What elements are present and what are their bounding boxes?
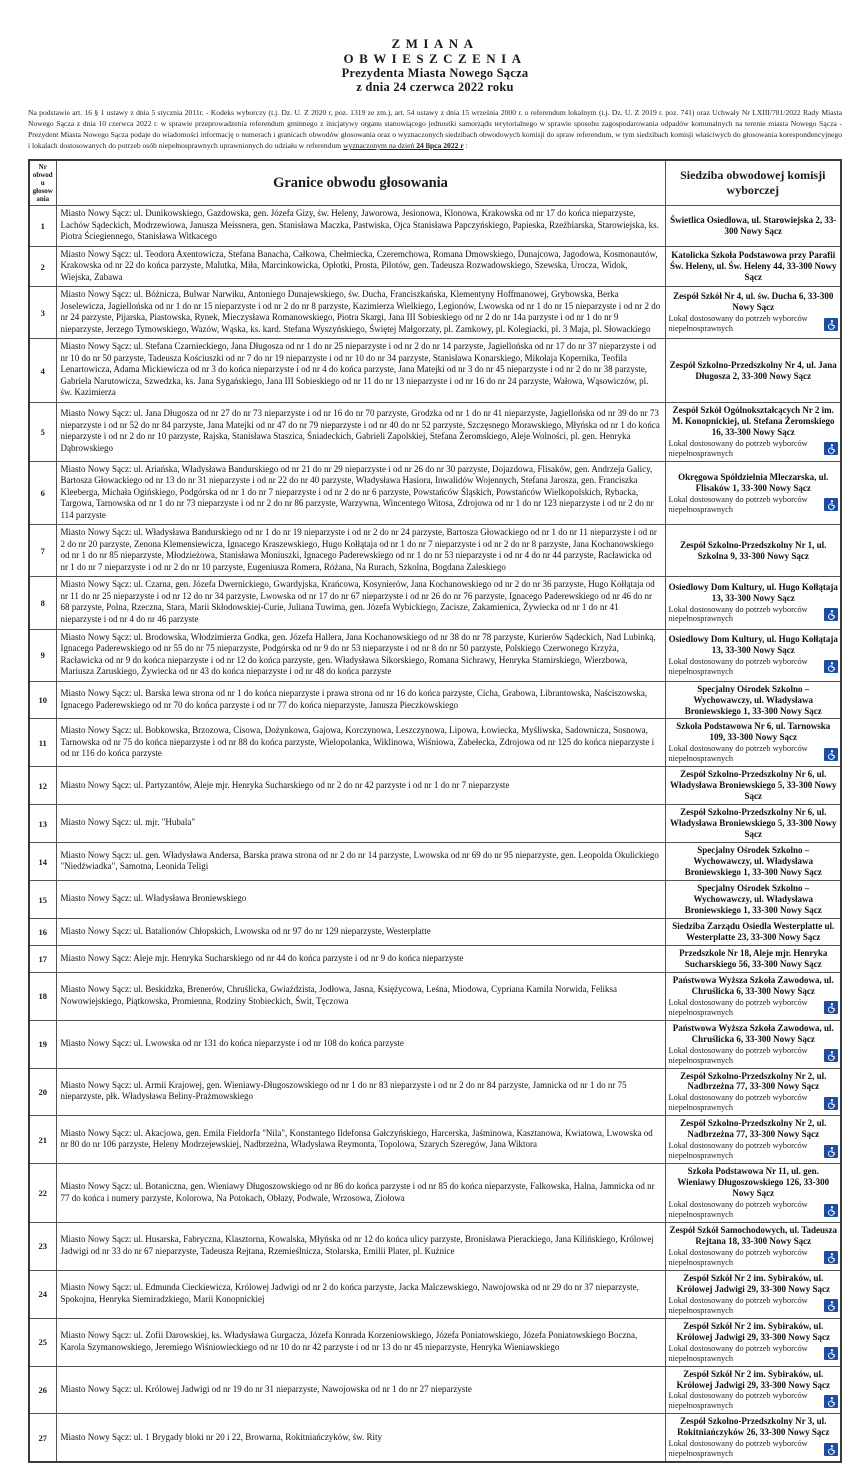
table-row bbox=[29, 206, 841, 247]
commission-seat-name: Katolicka Szkoła Podstawowa przy Parafii Św. Heleny, ul. Św. Heleny 44, 33-300 Nowy Sącz bbox=[669, 250, 837, 283]
accessible-note: Lokal dostosowany do potrzeb wyborców niepełnosprawnych bbox=[668, 656, 808, 676]
wheelchair-icon bbox=[824, 1395, 838, 1408]
district-number: 10 bbox=[38, 695, 47, 706]
commission-seat-cell bbox=[665, 1116, 841, 1164]
district-boundaries: Miasto Nowy Sącz: ul. Królowej Jadwigi od nr 19 do nr 31 nieparzyste, Nawojowska od nr 1 do nr 27 nieparzyste bbox=[60, 1383, 472, 1394]
accessible-row bbox=[669, 744, 839, 764]
district-boundaries: Miasto Nowy Sącz: ul. 1 Brygady bloki nr 20 i 22, Browarna, Rokitniańczyków, św. Rity bbox=[60, 1431, 383, 1442]
accessible-row bbox=[669, 1248, 839, 1268]
title-line-issuer: Prezydenta Miasta Nowego Sącza bbox=[341, 65, 529, 80]
accessible-note: Lokal dostosowany do potrzeb wyborców niepełnosprawnych bbox=[668, 997, 808, 1017]
district-number: 12 bbox=[38, 780, 47, 791]
district-boundaries-cell bbox=[56, 339, 665, 403]
district-number: 2 bbox=[40, 261, 45, 272]
title-line-zmiana: ZMIANA bbox=[391, 36, 479, 51]
district-boundaries: Miasto Nowy Sącz: ul. Akacjowa, gen. Emila Fieldorfa "Nila", Konstantego Ildefonsa Gałczyńskiego, Harcerska, Jaśminowa, Kasztanowa, Kwiatowa, Lwowska od nr 80 do nr 106 parzyste, Heleny Modrzejewskiej, Nadbrzeżna, Władysława Reymonta, Topolowa, Szarych Szeregów, Jana Wiktora bbox=[60, 1127, 653, 1150]
accessible-note: Lokal dostosowany do potrzeb wyborców niepełnosprawnych bbox=[668, 1200, 808, 1220]
district-number-cell bbox=[29, 1270, 56, 1318]
accessible-note: Lokal dostosowany do potrzeb wyborców niepełnosprawnych bbox=[668, 438, 808, 458]
accessible-note: Lokal dostosowany do potrzeb wyborców niepełnosprawnych bbox=[668, 1093, 808, 1113]
commission-seat-cell bbox=[665, 1414, 841, 1462]
district-number-cell bbox=[29, 339, 56, 403]
accessible-row bbox=[669, 314, 839, 334]
wheelchair-icon bbox=[824, 1204, 838, 1217]
district-boundaries-cell bbox=[56, 403, 665, 462]
column-header-district-number: Nr obwodu głosowania bbox=[29, 160, 56, 206]
commission-seat-cell bbox=[665, 339, 841, 403]
commission-seat-cell bbox=[665, 403, 841, 462]
district-boundaries-cell bbox=[56, 918, 665, 945]
district-boundaries-cell bbox=[56, 719, 665, 767]
district-number: 8 bbox=[40, 597, 45, 608]
table-row bbox=[29, 945, 841, 972]
district-boundaries-cell bbox=[56, 1164, 665, 1223]
commission-seat-cell bbox=[665, 1318, 841, 1366]
table-row bbox=[29, 461, 841, 525]
district-number: 19 bbox=[38, 1039, 47, 1050]
district-number: 14 bbox=[38, 856, 47, 867]
commission-seat-cell bbox=[665, 246, 841, 287]
district-boundaries: Miasto Nowy Sącz: ul. Stefana Czarnieckiego, Jana Długosza od nr 1 do nr 25 nieparzyste i od nr 2 do nr 14 parzyste, Jagiellońska od nr 17 do nr 37 nieparzyste i od nr 10 do nr 50 parzyste, Tadeusza Kościuszki od nr 7 do nr 19 nieparzyste i od nr 10 do nr 34 parzyste, Stanisława Konarskiego, Mikołaja Kopernika, Teofila Lenartowicza, Adama Mickiewicza od nr 3 do końca nieparzyste i od nr 4 do końca parzyste, Jana Matejki od nr 3 do nr 45 nieparzyste i od nr 2 do nr 38 parzyste, Gabriela Narutowicza, Szwedzka, ks. Jana Sygańskiego, Jana III Sobieskiego od nr 11 do nr 13 nieparzyste i od nr 16 do nr 24 parzyste, Wałowa, Wąsowiczów, pl. św. Kazimierza bbox=[60, 341, 657, 398]
commission-seat-name: Osiedlowy Dom Kultury, ul. Hugo Kołłątaja 13, 33-300 Nowy Sącz bbox=[668, 581, 838, 603]
district-boundaries-cell bbox=[56, 972, 665, 1020]
district-boundaries: Miasto Nowy Sącz: Aleje mjr. Henryka Sucharskiego od nr 44 do końca parzyste i od nr 9 do końca nieparzyste bbox=[60, 952, 464, 963]
commission-seat-cell bbox=[665, 1270, 841, 1318]
commission-seat-name: Osiedlowy Dom Kultury, ul. Hugo Kołłątaja 13, 33-300 Nowy Sącz bbox=[668, 633, 838, 655]
district-number: 5 bbox=[40, 426, 45, 437]
district-boundaries: Miasto Nowy Sącz: ul. Władysława Bandurskiego od nr 1 do nr 19 nieparzyste i od nr 2 do nr 24 parzyste, Bartosza Głowackiego od nr 1 do nr 11 nieparzyste i od nr 2 do nr 20 parzyste, Zenona Klemensiewicza, Ignacego Kraszewskiego, Hugo Kołłątaja od nr 1 do nr 7 nieparzyste i od nr 2 do nr 8 parzyste, Jana Kochanowskiego od nr 1 do nr 85 nieparzyste, Młodzieżowa, Stanisława Moniuszki, Ignacego Paderewskiego od nr 1 do nr 53 nieparzyste i od nr 4 do nr 44 parzyste, Racławicka od nr 1 do nr 7 nieparzyste i od nr 2 do nr 10 parzyste, Eugeniusza Romera, Różana, Na Rurach, Szkolna, Bogdana Zaleskiego bbox=[60, 527, 657, 572]
district-number-cell bbox=[29, 1318, 56, 1366]
commission-seat-cell bbox=[665, 719, 841, 767]
commission-seat-cell bbox=[665, 881, 841, 919]
commission-seat-name: Zespół Szkół Nr 4, ul. św. Ducha 6, 33-300 Nowy Sącz bbox=[673, 291, 834, 313]
commission-seat-name: Siedziba Zarządu Osiedla Westerplatte ul. Westerplatte 23, 33-300 Nowy Sącz bbox=[672, 920, 835, 942]
district-number: 4 bbox=[40, 365, 45, 376]
district-number-cell bbox=[29, 681, 56, 719]
commission-seat-name: Zespół Szkolno-Przedszkolny Nr 4, ul. Jana Długosza 2, 33-300 Nowy Sącz bbox=[669, 359, 837, 381]
district-boundaries: Miasto Nowy Sącz: ul. Armii Krajowej, gen. Wieniawy-Długoszowskiego od nr 1 do nr 83 nieparzyste i od nr 2 do nr 84 parzyste, Jamnicka od nr 1 do nr 75 nieparzyste, płk. Władysława Beliny-Prażmowskiego bbox=[60, 1079, 627, 1102]
commission-seat-cell bbox=[665, 945, 841, 972]
table-row bbox=[29, 918, 841, 945]
title-line-date: z dnia 24 czerwca 2022 roku bbox=[356, 79, 514, 94]
table-row bbox=[29, 719, 841, 767]
commission-seat-name: Zespół Szkół Ogólnokształcących Nr 2 im. M. Konopnickiej, ul. Stefana Żeromskiego 16, 33-300 Nowy Sącz bbox=[671, 405, 835, 437]
district-number-cell bbox=[29, 918, 56, 945]
district-boundaries-cell bbox=[56, 945, 665, 972]
district-number: 1 bbox=[40, 221, 45, 232]
table-header-row bbox=[29, 160, 841, 206]
district-boundaries: Miasto Nowy Sącz: ul. Bobkowska, Brzozowa, Cisowa, Dożynkowa, Gajowa, Korczynowa, Leszczynowa, Lipowa, Łowiecka, Myśliwska, Sadownicza, Sosnowa, Tarnowska od nr 75 do końca nieparzyste i od nr 88 do końca parzyste, Wielopolanka, Wiklinowa, Wiśniowa, Zabełecka, Zdrojowa od nr 125 do końca nieparzyste i od nr 116 do końca parzyste bbox=[60, 725, 655, 759]
accessible-row bbox=[669, 605, 839, 625]
district-number: 18 bbox=[38, 991, 47, 1002]
wheelchair-icon bbox=[824, 1097, 838, 1110]
district-boundaries: Miasto Nowy Sącz: ul. Barska lewa strona od nr 1 do końca nieparzyste i prawa strona od nr 16 do końca parzyste, Cicha, Grabowa, Librantowska, Naściszowska, Ignacego Paderewskiego od nr 70 do końca parzyste i od nr 77 do końca nieparzyste, Janusza Pieczkowskiego bbox=[60, 688, 648, 710]
table-row bbox=[29, 1366, 841, 1414]
district-number-cell bbox=[29, 1366, 56, 1414]
commission-seat-cell bbox=[665, 681, 841, 719]
accessible-row bbox=[669, 1093, 839, 1113]
accessible-note: Lokal dostosowany do potrzeb wyborców niepełnosprawnych bbox=[668, 1247, 808, 1267]
table-row bbox=[29, 1414, 841, 1462]
accessible-row bbox=[669, 1439, 839, 1459]
district-number-cell bbox=[29, 1164, 56, 1223]
table-row bbox=[29, 1270, 841, 1318]
table-row bbox=[29, 403, 841, 462]
district-boundaries-cell bbox=[56, 1270, 665, 1318]
wheelchair-icon bbox=[824, 1001, 838, 1014]
district-number-cell bbox=[29, 945, 56, 972]
district-boundaries: Miasto Nowy Sącz: ul. mjr. "Hubala" bbox=[60, 817, 196, 828]
district-number: 17 bbox=[38, 953, 47, 964]
district-number-cell bbox=[29, 1414, 56, 1462]
district-number: 26 bbox=[38, 1384, 47, 1395]
commission-seat-name: Zespół Szkół Nr 2 im. Sybiraków, ul. Królowej Jadwigi 29, 33-300 Nowy Sącz bbox=[676, 1320, 830, 1342]
district-boundaries-cell bbox=[56, 1366, 665, 1414]
wheelchair-icon bbox=[824, 1145, 838, 1158]
accessible-note: Lokal dostosowany do potrzeb wyborców niepełnosprawnych bbox=[668, 314, 808, 334]
commission-seat-cell bbox=[665, 1223, 841, 1271]
district-number: 23 bbox=[38, 1241, 47, 1252]
district-number: 7 bbox=[40, 545, 45, 556]
accessible-row bbox=[669, 495, 839, 515]
accessible-row bbox=[669, 998, 839, 1018]
commission-seat-name: Świetlica Osiedlowa, ul. Starowiejska 2, 33-300 Nowy Sącz bbox=[670, 215, 837, 237]
district-number-cell bbox=[29, 403, 56, 462]
commission-seat-name: Zespół Szkół Samochodowych, ul. Tadeusza Rejtana 18, 33-300 Nowy Sącz bbox=[669, 1225, 838, 1246]
table-row bbox=[29, 881, 841, 919]
commission-seat-cell bbox=[665, 206, 841, 247]
district-number-cell bbox=[29, 246, 56, 287]
district-boundaries: Miasto Nowy Sącz: ul. Zofii Darowskiej, ks. Władysława Gurgacza, Józefa Konrada Korzeniowskiego, Józefa Poniatowskiego, Józefa Poniatowskiego Boczna, Karola Szymanowskiego, Jeremiego Wiśniowieckiego od nr 10 do nr 42 parzyste i od nr 13 do nr 45 nieparzyste, Henryka Wieniawskiego bbox=[60, 1330, 638, 1352]
district-boundaries: Miasto Nowy Sącz: ul. Dunikowskiego, Gazdowska, gen. Józefa Gizy, św. Heleny, Jaworowa, Jesionowa, Klonowa, Krakowska od nr 17 do końca nieparzyste, Lachów Sądeckich, Modrzewiowa, Janusza Meissnera, gen. Stanisława Maczka, Pastwiska, Ojca Stanisława Papczyńskiego, Papieska, Rzeźbiarska, Starowiejska, ks. Piotra Ściegiennego, Stanisława Witkacego bbox=[60, 208, 659, 242]
commission-seat-name: Zespół Szkół Nr 2 im. Sybiraków, ul. Królowej Jadwigi 29, 33-300 Nowy Sącz bbox=[676, 1272, 830, 1294]
district-number-cell bbox=[29, 525, 56, 577]
accessible-row bbox=[669, 1046, 839, 1066]
column-header-commission-seat: Siedziba obwodowej komisji wyborczej bbox=[665, 160, 841, 206]
legal-intro-paragraph bbox=[28, 107, 842, 151]
intro-text: Na podstawie art. 16 § 1 ustawy z dnia 5 stycznia 2011r. - Kodeks wyborczy (t.j. Dz. U. Z 2020 r, poz. 1319 ze zm.), art. 54 ustawy z dnia 15 września 2000 r. o referendum lokalnym (t.j. Dz. U. Z 2019 r. poz. 741) oraz Uchwały Nr LXIII/781/2022 Rady Miasta Nowego Sącza z dnia 10 czerwca 2022 r. w sprawie przeprowadzenia referendum gminnego z inicjatywy organu stanowiącego jednostki samorządu terytorialnego w sprawie sposobu zagospodarowania odpadów komunalnych na terenie miasta Nowego Sącza - Prezydent Miasta Nowego Sącza podaje do wiadomości informację o numerach i granicach obwodów głosowania oraz o wyznaczonych siedzibach obwodowych komisji do spraw referendum, w tym siedzibach komisji właściwych do głosowania korespondencyjnego i lokalach dostosowanych do potrzeb osób niepełnosprawnych uprawnionych do udziału w referendum bbox=[28, 108, 842, 151]
district-number: 11 bbox=[38, 737, 47, 748]
wheelchair-icon bbox=[824, 608, 838, 621]
accessible-note: Lokal dostosowany do potrzeb wyborców niepełnosprawnych bbox=[668, 1141, 808, 1161]
commission-seat-cell bbox=[665, 577, 841, 629]
district-number: 25 bbox=[38, 1337, 47, 1348]
district-number-cell bbox=[29, 577, 56, 629]
commission-seat-name: Zespół Szkolno-Przedszkolny Nr 3, ul. Rokitniańczyków 26, 33-300 Nowy Sącz bbox=[677, 1416, 830, 1438]
table-row bbox=[29, 577, 841, 629]
commission-seat-name: Zespół Szkół Nr 2 im. Sybiraków, ul. Królowej Jadwigi 29, 33-300 Nowy Sącz bbox=[676, 1368, 830, 1390]
commission-seat-name: Szkoła Podstawowa Nr 11, ul. gen. Wieniawy Długoszowskiego 126, 33-300 Nowy Sącz bbox=[677, 1166, 830, 1199]
commission-seat-cell bbox=[665, 843, 841, 881]
commission-seat-name: Zespół Szkolno-Przedszkolny Nr 6, ul. Władysława Broniewskiego 5, 33-300 Nowy Sącz bbox=[669, 807, 837, 840]
commission-seat-name: Szkoła Podstawowa Nr 6, ul. Tarnowska 109, 33-300 Nowy Sącz bbox=[676, 721, 831, 743]
table-row bbox=[29, 287, 841, 339]
district-number: 22 bbox=[38, 1188, 47, 1199]
district-boundaries-cell bbox=[56, 629, 665, 681]
district-number: 15 bbox=[38, 894, 47, 905]
wheelchair-icon bbox=[824, 1347, 838, 1360]
wheelchair-icon bbox=[824, 660, 838, 673]
table-row bbox=[29, 629, 841, 681]
commission-seat-name: Specjalny Ośrodek Szkolno – Wychowawczy, ul. Władysława Broniewskiego 1, 33-300 Nowy Sącz bbox=[684, 683, 822, 716]
districts-table bbox=[28, 159, 842, 1463]
accessible-row bbox=[669, 657, 839, 677]
district-number-cell bbox=[29, 881, 56, 919]
commission-seat-name: Specjalny Ośrodek Szkolno – Wychowawczy, ul. Władysława Broniewskiego 1, 33-300 Nowy Sącz bbox=[684, 845, 822, 878]
district-number: 16 bbox=[38, 926, 47, 937]
referendum-date: 24 lipca 2022 r bbox=[416, 141, 464, 151]
commission-seat-cell bbox=[665, 972, 841, 1020]
district-boundaries: Miasto Nowy Sącz: ul. Jana Długosza od nr 27 do nr 73 nieparzyste i od nr 16 do nr 70 parzyste, Grodzka od nr 1 do nr 41 nieparzyste, Jagiellońska od nr 39 do nr 73 nieparzyste i od nr 52 do nr 84 parzyste, Jana Matejki od nr 47 do nr 79 nieparzyste i od nr 40 do nr 52 parzyste, Szczęsnego Morawskiego, Młyńska od nr 1 do końca nieparzyste i od nr 2 do nr 10 parzyste, Rajska, Stanisława Staszica, Śniadeckich, Gabrieli Zapolskiej, Stefana Żeromskiego, Aleje Wolności, pl. gen. Henryka Dąbrowskiego bbox=[60, 408, 660, 453]
table-row bbox=[29, 246, 841, 287]
column-header-boundaries: Granice obwodu głosowania bbox=[56, 160, 665, 206]
district-number-cell bbox=[29, 972, 56, 1020]
table-row bbox=[29, 1318, 841, 1366]
district-boundaries-cell bbox=[56, 1068, 665, 1116]
accessible-note: Lokal dostosowany do potrzeb wyborców niepełnosprawnych bbox=[668, 1045, 808, 1065]
district-boundaries: Miasto Nowy Sącz: ul. Edmunda Cieckiewicza, Królowej Jadwigi od nr 2 do końca parzyste, Jacka Malczewskiego, Nawojowska od nr 29 do nr 37 nieparzyste, Spokojna, Henryka Siemiradzkiego, Marii Konopnickiej bbox=[60, 1282, 639, 1304]
district-boundaries-cell bbox=[56, 1116, 665, 1164]
district-number-cell bbox=[29, 461, 56, 525]
district-boundaries-cell bbox=[56, 577, 665, 629]
table-row bbox=[29, 1020, 841, 1068]
document-title bbox=[28, 37, 842, 94]
wheelchair-icon bbox=[824, 498, 838, 511]
district-boundaries-cell bbox=[56, 525, 665, 577]
table-row bbox=[29, 843, 841, 881]
district-number-cell bbox=[29, 1116, 56, 1164]
district-boundaries: Miasto Nowy Sącz: ul. Partyzantów, Aleje mjr. Henryka Sucharskiego od nr 2 do nr 42 parzyste i od nr 1 do nr 7 nieparzyste bbox=[60, 779, 510, 790]
commission-seat-name: Przedszkole Nr 18, Aleje mjr. Henryka Sucharskiego 56, 33-300 Nowy Sącz bbox=[679, 947, 828, 969]
district-number: 6 bbox=[40, 488, 45, 499]
table-row bbox=[29, 525, 841, 577]
accessible-row bbox=[669, 1391, 839, 1411]
district-boundaries: Miasto Nowy Sącz: ul. Władysława Broniewskiego bbox=[60, 893, 247, 904]
district-boundaries: Miasto Nowy Sącz: ul. gen. Władysława Andersa, Barska prawa strona od nr 2 do nr 14 parzyste, Lwowska od nr 69 do nr 95 nieparzyste, gen. Leopolda Okulickiego "Niedźwiadka", Samotna, Leonida Teligi bbox=[60, 849, 659, 872]
district-number: 21 bbox=[38, 1134, 47, 1145]
wheelchair-icon bbox=[824, 1251, 838, 1264]
commission-seat-name: Okręgowa Spółdzielnia Mleczarska, ul. Flisaków 1, 33-300 Nowy Sącz bbox=[678, 471, 829, 493]
district-number-cell bbox=[29, 629, 56, 681]
commission-seat-cell bbox=[665, 525, 841, 577]
accessible-row bbox=[669, 1296, 839, 1316]
commission-seat-cell bbox=[665, 1020, 841, 1068]
district-boundaries: Miasto Nowy Sącz: ul. Batalionów Chłopskich, Lwowska od nr 97 do nr 129 nieparzyste, Westerplatte bbox=[60, 925, 431, 936]
district-number-cell bbox=[29, 1068, 56, 1116]
district-boundaries: Miasto Nowy Sącz: ul. Ariańska, Władysława Bandurskiego od nr 21 do nr 29 nieparzyste i od nr 26 do nr 30 parzyste, Dojazdowa, Flisaków, gen. Andrzeja Galicy, Bartosza Głowackiego od nr 13 do nr 31 nieparzyste i od nr 22 do nr 40 parzyste, Władysława Hasiora, Inwalidów Wojennych, Stefana Jarosza, gen. Franciszka Kleeberga, Michała Ogińskiego, Podgórska od nr 1 do nr 7 nieparzyste i od nr 2 do nr 6 parzyste, Powstańców Śląskich, Powstańców Wielkopolskich, Rybacka, Targowa, Tarnowska od nr 1 do nr 73 nieparzyste i od nr 2 do nr 86 parzyste, Warzywna, Wincentego Witosa, Zdrojowa od nr 1 do nr 123 nieparzyste i od nr 2 do nr 114 parzyste bbox=[60, 463, 654, 520]
commission-seat-cell bbox=[665, 1164, 841, 1223]
district-boundaries-cell bbox=[56, 1318, 665, 1366]
district-boundaries-cell bbox=[56, 287, 665, 339]
district-boundaries-cell bbox=[56, 805, 665, 843]
commission-seat-cell bbox=[665, 1366, 841, 1414]
accessible-row bbox=[669, 1141, 839, 1161]
district-boundaries: Miasto Nowy Sącz: ul. Czarna, gen. Józefa Dwernickiego, Gwardyjska, Krańcowa, Kosynierów, Jana Kochanowskiego od nr 2 do nr 36 parzyste, Hugo Kołłątaja od nr 11 do nr 25 nieparzyste i od nr 12 do nr 34 parzyste, Lwowska od nr 17 do nr 67 nieparzyste i od nr 26 do nr 76 parzyste, Ignacego Paderewskiego od nr 46 do nr 68 parzyste, Polna, Rzeczna, Stara, Marii Skłodowskiej-Curie, Juliana Tuwima, gen. Józefa Wybickiego, Zacisze, Zakamienica, Żywiecka od nr 1 do nr 41 nieparzyste i od nr 4 do nr 46 parzyste bbox=[60, 579, 655, 624]
district-boundaries-cell bbox=[56, 843, 665, 881]
district-boundaries-cell bbox=[56, 1223, 665, 1271]
accessible-row bbox=[669, 1200, 839, 1220]
commission-seat-cell bbox=[665, 767, 841, 805]
district-boundaries: Miasto Nowy Sącz: ul. Husarska, Fabryczna, Klasztorna, Kowalska, Młyńska od nr 12 do końca ulicy parzyste, Bronisława Pierackiego, Jana Kilińskiego, Królowej Jadwigi od nr 33 do nr 67 nieparzyste, Tadeusza Rejtana, Rzemieślnicza, Stolarska, Emilii Plater, pl. Kuźnice bbox=[60, 1234, 654, 1256]
district-number: 3 bbox=[40, 307, 45, 318]
commission-seat-cell bbox=[665, 805, 841, 843]
district-boundaries-cell bbox=[56, 461, 665, 525]
table-row bbox=[29, 1164, 841, 1223]
wheelchair-icon bbox=[824, 318, 838, 331]
table-row bbox=[29, 1116, 841, 1164]
accessible-note: Lokal dostosowany do potrzeb wyborców niepełnosprawnych bbox=[668, 1391, 808, 1411]
district-boundaries-cell bbox=[56, 881, 665, 919]
district-boundaries-cell bbox=[56, 206, 665, 247]
table-row bbox=[29, 805, 841, 843]
commission-seat-name: Zespół Szkolno-Przedszkolny Nr 6, ul. Władysława Broniewskiego 5, 33-300 Nowy Sącz bbox=[669, 769, 837, 802]
district-boundaries-cell bbox=[56, 1414, 665, 1462]
district-number-cell bbox=[29, 767, 56, 805]
commission-seat-name: Państwowa Wyższa Szkoła Zawodowa, ul. Chruślicka 6, 33-300 Nowy Sącz bbox=[672, 974, 834, 996]
accessible-row bbox=[669, 1344, 839, 1364]
accessible-note: Lokal dostosowany do potrzeb wyborców niepełnosprawnych bbox=[668, 604, 808, 624]
table-row bbox=[29, 681, 841, 719]
district-boundaries-cell bbox=[56, 1020, 665, 1068]
accessible-note: Lokal dostosowany do potrzeb wyborców niepełnosprawnych bbox=[668, 1439, 808, 1459]
wheelchair-icon bbox=[824, 442, 838, 455]
district-number: 24 bbox=[38, 1289, 47, 1300]
district-number-cell bbox=[29, 1020, 56, 1068]
intro-suffix: : bbox=[463, 141, 468, 151]
commission-seat-name: Zespół Szkolno-Przedszkolny Nr 2, ul. Nadbrzeżna 77, 33-300 Nowy Sącz bbox=[680, 1070, 827, 1092]
wheelchair-icon bbox=[824, 1049, 838, 1062]
district-number-cell bbox=[29, 287, 56, 339]
commission-seat-name: Państwowa Wyższa Szkoła Zawodowa, ul. Chruślicka 6, 33-300 Nowy Sącz bbox=[672, 1022, 834, 1044]
district-boundaries: Miasto Nowy Sącz: ul. Beskidzka, Brenerów, Chruślicka, Gwiaździsta, Jodłowa, Jasna, Księżycowa, Leśna, Miodowa, Cypriana Kamila Norwida, Feliksa Nowowiejskiego, Piątkowska, Promienna, Rodziny Stobieckich, Świt, Tęczowa bbox=[60, 984, 618, 1006]
accessible-note: Lokal dostosowany do potrzeb wyborców niepełnosprawnych bbox=[668, 1295, 808, 1315]
accessible-note: Lokal dostosowany do potrzeb wyborców niepełnosprawnych bbox=[668, 1343, 808, 1363]
district-boundaries-cell bbox=[56, 246, 665, 287]
district-number-cell bbox=[29, 843, 56, 881]
district-boundaries-cell bbox=[56, 681, 665, 719]
table-row bbox=[29, 972, 841, 1020]
commission-seat-cell bbox=[665, 287, 841, 339]
commission-seat-cell bbox=[665, 629, 841, 681]
district-number-cell bbox=[29, 719, 56, 767]
districts-table-body bbox=[29, 206, 841, 1462]
commission-seat-name: Zespół Szkolno-Przedszkolny Nr 2, ul. Nadbrzeżna 77, 33-300 Nowy Sącz bbox=[680, 1118, 827, 1140]
district-boundaries: Miasto Nowy Sącz: ul. Lwowska od nr 131 do końca nieparzyste i od nr 108 do końca parzyste bbox=[60, 1037, 404, 1048]
district-boundaries: Miasto Nowy Sącz: ul. Brodowska, Włodzimierza Godka, gen. Józefa Hallera, Jana Kochanowskiego od nr 38 do nr 78 parzyste, Kurierów Sądeckich, Nad Lubinką, Ignacego Paderewskiego od nr 55 do nr 75 nieparzyste, Podgórska od nr 9 do nr 53 nieparzyste i od nr 8 do nr 50 parzyste, Polskiego Czerwonego Krzyża, Racławicka od nr 9 do końca nieparzyste i od nr 12 do końca parzyste, gen. Władysława Sikorskiego, Romana Sichrawy, Henryka Stamirskiego, Wierzbowa, Mariusza Zaruskiego, Żywiecka od nr 43 do końca nieparzyste i od nr 48 do końca parzyste bbox=[60, 631, 656, 677]
district-boundaries: Miasto Nowy Sącz: ul. Bóżnicza, Bulwar Narwiku, Antoniego Dunajewskiego, św. Ducha, Franciszkańska, Klementyny Hoffmanowej, Grybowska, Berka Joselewicza, Jagiellońska od nr 1 do nr 15 nieparzyste i od nr 2 do nr 8 parzyste, Kazimierza Wielkiego, Legionów, Lwowska od nr 1 do nr 15 nieparzyste i od nr 2 do nr 24 parzyste, Pijarska, Piastowska, Rynek, Mieczysława Romanowskiego, Piotra Skargi, Jana III Sobieskiego od nr 2 do nr 14a parzyste i od nr 1 do nr 9 nieparzyste, Jerzego Tymowskiego, Wazów, Wąska, ks. kard. Stefana Wyszyńskiego, Świętej Małgorzaty, pl. Zamkowy, pl. Kolegiacki, pl. 3 Maja, pl. Słowackiego bbox=[60, 289, 661, 334]
district-number: 20 bbox=[38, 1086, 47, 1097]
commission-seat-cell bbox=[665, 461, 841, 525]
district-number: 27 bbox=[38, 1432, 47, 1443]
accessible-note: Lokal dostosowany do potrzeb wyborców niepełnosprawnych bbox=[668, 494, 808, 514]
table-row bbox=[29, 1068, 841, 1116]
table-row bbox=[29, 767, 841, 805]
accessible-note: Lokal dostosowany do potrzeb wyborców niepełnosprawnych bbox=[668, 744, 808, 764]
district-number-cell bbox=[29, 1223, 56, 1271]
intro-underlined-text: wyznaczonym na dzień bbox=[343, 141, 417, 151]
commission-seat-name: Zespół Szkolno-Przedszkolny Nr 1, ul. Szkolna 9, 33-300 Nowy Sącz bbox=[680, 539, 827, 561]
district-number-cell bbox=[29, 206, 56, 247]
wheelchair-icon bbox=[824, 1443, 838, 1456]
district-boundaries-cell bbox=[56, 767, 665, 805]
wheelchair-icon bbox=[824, 748, 838, 761]
accessible-row bbox=[669, 439, 839, 459]
district-number: 13 bbox=[38, 818, 47, 829]
table-row bbox=[29, 1223, 841, 1271]
district-number: 9 bbox=[40, 650, 45, 661]
district-boundaries: Miasto Nowy Sącz: ul. Botaniczna, gen. Wieniawy Długoszowskiego od nr 86 do końca parzyste i od nr 85 do końca nieparzyste, Falkowska, Halna, Jamnicka od nr 77 do końca i numery parzyste, Kolorowa, Na Potokach, Obłazy, Podwale, Wrzosowa, Ziołowa bbox=[60, 1181, 655, 1203]
commission-seat-name: Specjalny Ośrodek Szkolno – Wychowawczy, ul. Władysława Broniewskiego 1, 33-300 Nowy Sącz bbox=[684, 883, 822, 915]
table-row bbox=[29, 339, 841, 403]
title-line-obwieszczenia: OBWIESZCZENIA bbox=[343, 50, 527, 66]
commission-seat-cell bbox=[665, 918, 841, 945]
commission-seat-cell bbox=[665, 1068, 841, 1116]
wheelchair-icon bbox=[824, 1299, 838, 1312]
district-number-cell bbox=[29, 805, 56, 843]
district-boundaries: Miasto Nowy Sącz: ul. Teodora Axentowicza, Stefana Banacha, Całkowa, Chełmiecka, Czeremchowa, Romana Dmowskiego, Dunajcowa, Jagodowa, Kosmonautów, Krakowska od nr 22 do końca parzyste, Malutka, Miła, Marcinkowicka, Opłotki, Prosta, Pilotów, gen. Tadeusza Rozwadowskiego, Szewska, Urocza, Widok, Wiejska, Zabawa bbox=[60, 248, 658, 282]
